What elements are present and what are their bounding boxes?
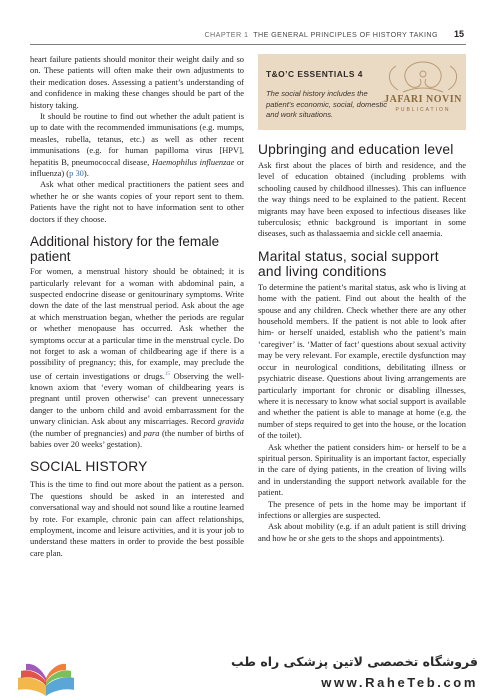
marital-paragraph: To determine the patient’s marital status, ask who is living at home with the patient. Find out about the health of the spouse and any children. Check whether there are any other household members. If the patient is not able to look after him- or herself unaided, establish who the patient’s main ‘caregiver’ is. ‘Matter of fact’ questions about sexual activity may be very relevant. For example, erectile dysfunction may occur in neurological conditions, debilitating illness or psychiatric disease. Questions about living arrangements are particularly important for chronic or disabling illnesses, where it is necessary to know what social support is available and whether the patient is able to manage at home (e.g. the number of steps required to get into the house, or the location of the toilet). — [258, 281, 466, 441]
spirituality-paragraph: Ask whether the patient considers him- or herself to be a spiritual person. Spirituality is an important factor, especially in the care of dying patients, in the creation of living wills and in understanding the support network available for the patient. — [258, 441, 466, 498]
left-column — [30, 54, 244, 559]
menstrual-history-paragraph: For women, a menstrual history should be obtained; it is particularly relevant for a woman with abdominal pain, a suspected endocrine disease or genitourinary symptoms. Write down the date of the last menstrual period. Ask about the age at which menstruation began, whether the periods are regular or whether menopause has occurred. Ask whether the symptoms occur at a particular time in the menstrual cycle. Do not forget to ask a woman of childbearing age if there is a possibility of pregnancy; this, for example, may preclude the use of certain investigations or drugs.$^{15}$ Observing the well-known axiom that ‘every woman of childbearing years is pregnant until proven otherwise’ can prevent unnecessary danger to the unborn child and avoid embarrassment for the unwary clinician. Ask about any miscarriages. Record gravida (the number of pregnancies) and para (the number of births of babies over 20 weeks’ gestation). — [30, 266, 244, 449]
essentials-box — [258, 54, 466, 130]
essentials-number: 4 — [357, 69, 363, 79]
mobility-paragraph: Ask about mobility (e.g. if an adult patient is still driving and how he or she gets to the shops and appointments). — [258, 521, 466, 543]
page-link[interactable]: p 30 — [69, 168, 84, 179]
book-logo-icon — [14, 656, 78, 696]
watermark-subtitle: PUBLICATION — [395, 107, 451, 113]
upbringing-paragraph: Ask first about the places of birth and residence, and the level of education obtained (including problems with schooling caused by childhood illnesses). This can influence the way things need to be explained to the patient. Recent migrants may have been exposed to infectious diseases like tuberculosis; ethnic background is important in some diseases, such as thalassaemia and sickle cell anaemia. — [258, 160, 466, 239]
page-number: 15 — [453, 29, 464, 39]
reference-15[interactable]: 15 — [164, 371, 170, 377]
heading-female-patient: Additional history for the female patient — [30, 234, 220, 265]
right-column — [258, 54, 466, 544]
chapter-heading — [204, 30, 438, 39]
left-paragraph-3: Ask what other medical practitioners the patient sees and whether he or she wants copies of your report sent to them. Patients have the right not to have information sent to other doctors if they choose. — [30, 179, 244, 224]
essentials-title: T&O’C ESSENTIALS 4 — [266, 69, 363, 79]
left-paragraph-1: heart failure patients should monitor their weight daily and so on. These patients will often make their own adjustments to their medication doses. Assessing a patient’s understanding of and confidence in making these changes should be part of the history taking. — [30, 54, 244, 110]
chapter-label: CHAPTER 1 — [204, 30, 249, 39]
watermark-name: JAFARI NOVIN — [384, 94, 462, 105]
heading-upbringing: Upbringing and education level — [258, 142, 454, 157]
header-rule — [30, 44, 466, 45]
immunisation-paragraph: It should be routine to find out whether the adult patient is up to date with the recommended immunisations (e.g. mumps, measles, rubella, tetanus, etc.) as well as other recent immunisations (e.g. for human papilloma virus [HPV], hepatitis B, pneumococcal disease, Haemophilus influenzae or influenza) (p 30). — [30, 111, 244, 179]
pets-paragraph: The presence of pets in the home may be important if infections or allergies are suspected. — [258, 498, 466, 520]
heading-social-history: SOCIAL HISTORY — [30, 459, 148, 475]
essentials-text: The social history includes the patient’s economic, social, domestic and work situations. — [266, 89, 387, 120]
chapter-title: THE GENERAL PRINCIPLES OF HISTORY TAKING — [253, 30, 438, 39]
footer-persian-text: فروشگاه تخصصی لاتین پزشکی راه طب — [230, 654, 478, 669]
running-header — [0, 30, 500, 44]
footer-url[interactable]: www.RaheTeb.com — [321, 675, 478, 690]
heading-marital-status: Marital status, social support and living conditions — [258, 248, 439, 279]
social-history-paragraph: This is the time to find out more about the patient as a person. The questions should be asked in an interested and conversational way and should not sound like a routine learned by rote. For example, chronic pain can affect relationships, employment, income and leisure activities, and it is your job to understand these matters in order to provide the best possible care plan. — [30, 479, 244, 558]
